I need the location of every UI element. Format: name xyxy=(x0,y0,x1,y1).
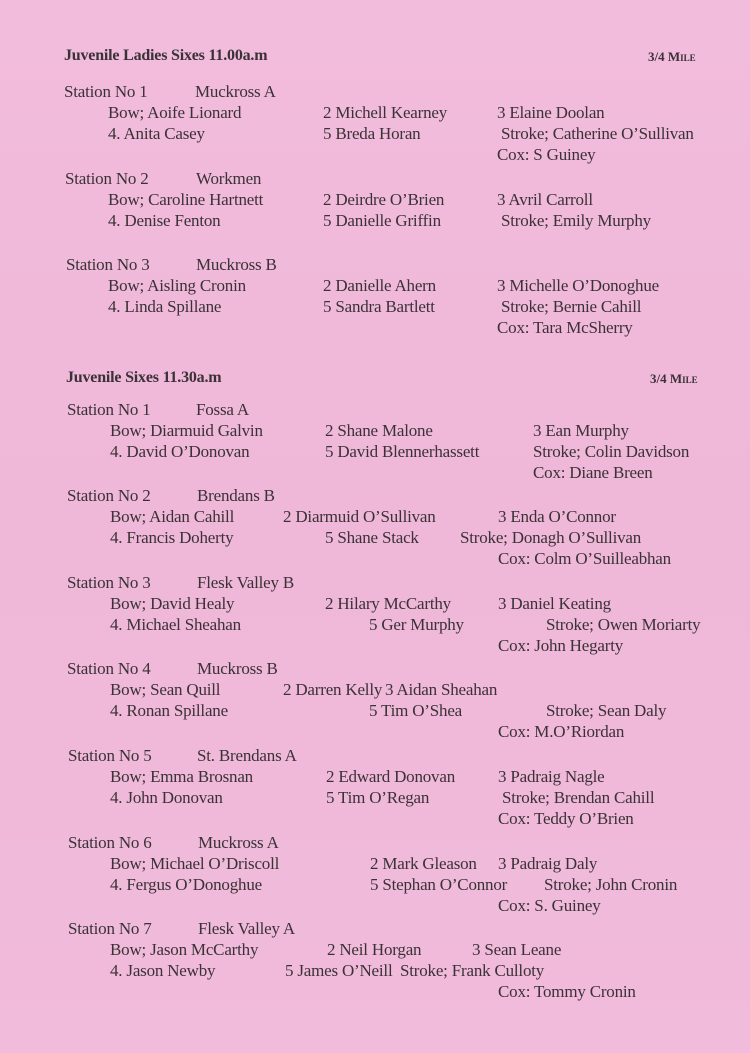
team-name: Flesk Valley B xyxy=(197,573,295,592)
crew-member: 4. Francis Doherty xyxy=(110,528,234,547)
crew-member: Bow; Aoife Lionard xyxy=(108,103,242,122)
station-label: Station No 3 xyxy=(66,255,150,274)
crew-member: 2 Edward Donovan xyxy=(326,767,455,786)
crew-member: 4. Michael Sheahan xyxy=(110,615,241,634)
team-name: Muckross A xyxy=(195,82,276,101)
crew-member: 4. Fergus O’Donoghue xyxy=(110,875,262,894)
cox-name: Cox: Tommy Cronin xyxy=(498,982,636,1001)
station-label: Station No 3 xyxy=(67,573,151,592)
crew-member: Stroke; Bernie Cahill xyxy=(501,297,642,316)
crew-member: Bow; David Healy xyxy=(110,594,235,613)
crew-member: 4. Ronan Spillane xyxy=(110,701,228,720)
team-name: St. Brendans A xyxy=(197,746,297,765)
crew-member: 2 Danielle Ahern xyxy=(323,276,436,295)
crew-member: 5 James O’Neill xyxy=(285,961,393,980)
station-label: Station No 2 xyxy=(67,486,151,505)
crew-member: 2 Mark Gleason xyxy=(370,854,477,873)
race-distance: 3/4 Mile xyxy=(650,371,698,386)
team-name: Muckross B xyxy=(197,659,278,678)
station-label: Station No 7 xyxy=(68,919,152,938)
team-name: Muckross B xyxy=(196,255,277,274)
crew-member: 3 Sean Leane xyxy=(472,940,562,959)
crew-member: 2 Deirdre O’Brien xyxy=(323,190,445,209)
crew-member: 5 David Blennerhassett xyxy=(325,442,480,461)
crew-member: 4. David O’Donovan xyxy=(110,442,250,461)
cox-name: Cox: M.O’Riordan xyxy=(498,722,625,741)
team-name: Muckross A xyxy=(198,833,279,852)
crew-member: 2 Michell Kearney xyxy=(323,103,448,122)
crew-member: Bow; Emma Brosnan xyxy=(110,767,253,786)
station-label: Station No 2 xyxy=(65,169,149,188)
crew-member: Stroke; Frank Culloty xyxy=(400,961,545,980)
crew-member: Stroke; Catherine O’Sullivan xyxy=(501,124,694,143)
crew-member: Bow; Jason McCarthy xyxy=(110,940,259,959)
cox-name: Cox: S. Guiney xyxy=(498,896,601,915)
crew-member: 3 Michelle O’Donoghue xyxy=(497,276,659,295)
station-label: Station No 6 xyxy=(68,833,152,852)
crew-member: Stroke; Emily Murphy xyxy=(501,211,651,230)
team-name: Flesk Valley A xyxy=(198,919,296,938)
station-label: Station No 4 xyxy=(67,659,151,678)
crew-member: 2 Neil Horgan xyxy=(327,940,422,959)
crew-member: Bow; Aidan Cahill xyxy=(110,507,235,526)
crew-member: 2 Diarmuid O’Sullivan xyxy=(283,507,436,526)
crew-member: 3 Avril Carroll xyxy=(497,190,593,209)
crew-member: Stroke; Sean Daly xyxy=(546,701,667,720)
team-name: Brendans B xyxy=(197,486,275,505)
crew-member: 5 Shane Stack xyxy=(325,528,419,547)
crew-member: Stroke; Brendan Cahill xyxy=(502,788,655,807)
crew-member: 3 Padraig Daly xyxy=(498,854,598,873)
crew-member: 4. John Donovan xyxy=(110,788,223,807)
crew-member: 4. Denise Fenton xyxy=(108,211,221,230)
crew-member: Stroke; Colin Davidson xyxy=(533,442,690,461)
crew-member: 3 Aidan Sheahan xyxy=(385,680,498,699)
cox-name: Cox: S Guiney xyxy=(497,145,596,164)
crew-member: 3 Padraig Nagle xyxy=(498,767,605,786)
team-name: Fossa A xyxy=(196,400,249,419)
crew-member: Bow; Aisling Cronin xyxy=(108,276,246,295)
team-name: Workmen xyxy=(196,169,262,188)
crew-member: 2 Shane Malone xyxy=(325,421,433,440)
crew-member: 5 Tim O’Regan xyxy=(326,788,430,807)
station-label: Station No 1 xyxy=(67,400,151,419)
crew-member: 4. Jason Newby xyxy=(110,961,216,980)
crew-member: Bow; Sean Quill xyxy=(110,680,221,699)
crew-member: 5 Ger Murphy xyxy=(369,615,464,634)
crew-member: 3 Daniel Keating xyxy=(498,594,611,613)
crew-member: Bow; Caroline Hartnett xyxy=(108,190,264,209)
crew-member: Bow; Diarmuid Galvin xyxy=(110,421,263,440)
crew-member: 5 Breda Horan xyxy=(323,124,421,143)
cox-name: Cox: Colm O’Suilleabhan xyxy=(498,549,671,568)
crew-member: 5 Danielle Griffin xyxy=(323,211,441,230)
crew-member: Bow; Michael O’Driscoll xyxy=(110,854,280,873)
cox-name: Cox: Diane Breen xyxy=(533,463,653,482)
crew-member: 3 Elaine Doolan xyxy=(497,103,605,122)
crew-member: 5 Stephan O’Connor xyxy=(370,875,508,894)
station-label: Station No 1 xyxy=(64,82,148,101)
crew-member: 2 Hilary McCarthy xyxy=(325,594,451,613)
station-label: Station No 5 xyxy=(68,746,152,765)
cox-name: Cox: Tara McSherry xyxy=(497,318,633,337)
crew-member: Stroke; Owen Moriarty xyxy=(546,615,701,634)
cox-name: Cox: Teddy O’Brien xyxy=(498,809,634,828)
race-distance: 3/4 Mile xyxy=(648,49,696,64)
crew-member: 4. Linda Spillane xyxy=(108,297,222,316)
crew-member: 3 Enda O’Connor xyxy=(498,507,616,526)
crew-member: 4. Anita Casey xyxy=(108,124,205,143)
crew-member: 3 Ean Murphy xyxy=(533,421,629,440)
cox-name: Cox: John Hegarty xyxy=(498,636,624,655)
crew-member: 5 Sandra Bartlett xyxy=(323,297,435,316)
crew-member: 2 Darren Kelly xyxy=(283,680,383,699)
crew-member: 5 Tim O’Shea xyxy=(369,701,463,720)
crew-member: Stroke; Donagh O’Sullivan xyxy=(460,528,642,547)
section-title: Juvenile Sixes 11.30a.m xyxy=(66,369,222,386)
section-title: Juvenile Ladies Sixes 11.00a.m xyxy=(64,47,268,64)
crew-member: Stroke; John Cronin xyxy=(544,875,678,894)
